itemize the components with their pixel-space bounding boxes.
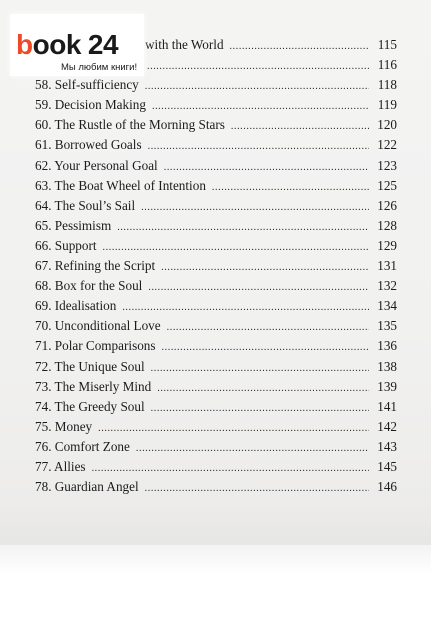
toc-entry-title: 62. Your Personal Goal: [35, 157, 158, 173]
toc-leader-dots: [161, 262, 369, 273]
toc-entry-title: 76. Comfort Zone: [35, 438, 130, 454]
logo-letter-b: b: [16, 29, 33, 60]
toc-page-number: 123: [377, 157, 397, 173]
toc-entry: [35, 298, 397, 318]
toc-page-number: 125: [377, 177, 397, 193]
toc-entry-title: 75. Money: [35, 418, 93, 434]
toc-entry-title: 69. Idealisation: [35, 298, 117, 314]
toc-leader-dots: [141, 202, 369, 213]
toc-leader-dots: [162, 342, 369, 353]
toc-entry: [35, 419, 397, 439]
logo-letters-ook: ook: [32, 29, 81, 60]
toc-entry-title: 71. Polar Comparisons: [35, 338, 156, 354]
toc-leader-dots: [151, 363, 369, 374]
book24-logo[interactable]: [10, 14, 144, 76]
logo-tagline: Мы любим книги!: [61, 62, 138, 73]
toc-entry: [35, 278, 397, 298]
logo-wordmark: [16, 30, 118, 60]
toc-leader-dots: [157, 383, 369, 394]
toc-entry: [35, 379, 397, 399]
page-shadow: [0, 500, 431, 550]
toc-leader-dots: [212, 182, 369, 193]
toc-entry: [35, 459, 397, 479]
toc-entry-title: 73. The Miserly Mind: [35, 378, 152, 394]
toc-entry-title: 58. Self-sufficiency: [35, 77, 139, 93]
toc-page-number: 135: [377, 318, 397, 334]
toc-page-number: 134: [377, 298, 397, 314]
toc-page-number: 118: [377, 77, 397, 93]
toc-page-number: 143: [377, 438, 397, 454]
toc-entry: [35, 318, 397, 338]
toc-page-number: 131: [377, 258, 397, 274]
table-of-contents: [35, 37, 397, 499]
toc-page-number: 119: [377, 97, 397, 113]
toc-entry: [35, 218, 397, 238]
toc-entry: [35, 359, 397, 379]
toc-entry-title: 65. Pessimism: [35, 217, 112, 233]
toc-entry-title: 67. Refining the Script: [35, 258, 156, 274]
toc-entry: [35, 479, 397, 499]
toc-page-number: 145: [377, 458, 397, 474]
toc-page-number: 138: [377, 358, 397, 374]
toc-leader-dots: [147, 61, 369, 72]
toc-entry-title: 64. The Soul’s Sail: [35, 197, 136, 213]
toc-entry-title: 61. Borrowed Goals: [35, 137, 142, 153]
toc-leader-dots: [231, 121, 369, 132]
toc-page-number: 120: [377, 117, 397, 133]
toc-leader-dots: [148, 282, 369, 293]
toc-page-number: 141: [377, 398, 397, 414]
toc-leader-dots: [167, 322, 369, 333]
toc-entry: [35, 77, 397, 97]
toc-page-number: 136: [377, 338, 397, 354]
toc-leader-dots: [148, 141, 369, 152]
toc-leader-dots: [103, 242, 369, 253]
toc-entry-title: 74. The Greedy Soul: [35, 398, 145, 414]
toc-entry-title: 70. Unconditional Love: [35, 318, 161, 334]
toc-page-number: 142: [377, 418, 397, 434]
toc-entry-title: 59. Decision Making: [35, 97, 146, 113]
toc-page-number: 129: [377, 237, 397, 253]
toc-entry-title: 66. Support: [35, 237, 97, 253]
toc-leader-dots: [164, 162, 369, 173]
toc-entry: [35, 258, 397, 278]
toc-entry: [35, 399, 397, 419]
toc-entry: [35, 338, 397, 358]
toc-entry: [35, 238, 397, 258]
background-below-page: [0, 545, 431, 622]
toc-entry: [35, 158, 397, 178]
toc-entry-title: 72. The Unique Soul: [35, 358, 145, 374]
toc-entry-title: 60. The Rustle of the Morning Stars: [35, 117, 225, 133]
toc-entry-title: 77. Allies: [35, 458, 86, 474]
toc-entry-title: 78. Guardian Angel: [35, 479, 139, 495]
toc-page-number: 116: [377, 57, 397, 73]
toc-page-number: 132: [377, 278, 397, 294]
toc-entry: [35, 178, 397, 198]
toc-leader-dots: [145, 81, 369, 92]
toc-page-number: 139: [377, 378, 397, 394]
toc-entry: [35, 439, 397, 459]
toc-leader-dots: [117, 222, 369, 233]
toc-entry: [35, 198, 397, 218]
toc-leader-dots: [230, 41, 369, 52]
toc-page-number: 128: [377, 217, 397, 233]
toc-entry-title: 68. Box for the Soul: [35, 278, 143, 294]
toc-entry-title: with the World: [145, 37, 224, 52]
toc-leader-dots: [122, 302, 369, 313]
toc-leader-dots: [92, 463, 369, 474]
toc-page-number: 122: [377, 137, 397, 153]
toc-entry: [35, 97, 397, 117]
toc-leader-dots: [98, 423, 369, 434]
toc-page-number: 126: [377, 197, 397, 213]
toc-entry-title: 63. The Boat Wheel of Intention: [35, 177, 206, 193]
toc-leader-dots: [136, 443, 369, 454]
toc-entry: [35, 137, 397, 157]
toc-leader-dots: [152, 101, 369, 112]
toc-page-number: 115: [377, 37, 397, 52]
toc-entry: [35, 117, 397, 137]
toc-leader-dots: [145, 483, 369, 494]
toc-leader-dots: [151, 403, 369, 414]
logo-number: 24: [87, 29, 119, 60]
toc-page-number: 146: [377, 479, 397, 495]
